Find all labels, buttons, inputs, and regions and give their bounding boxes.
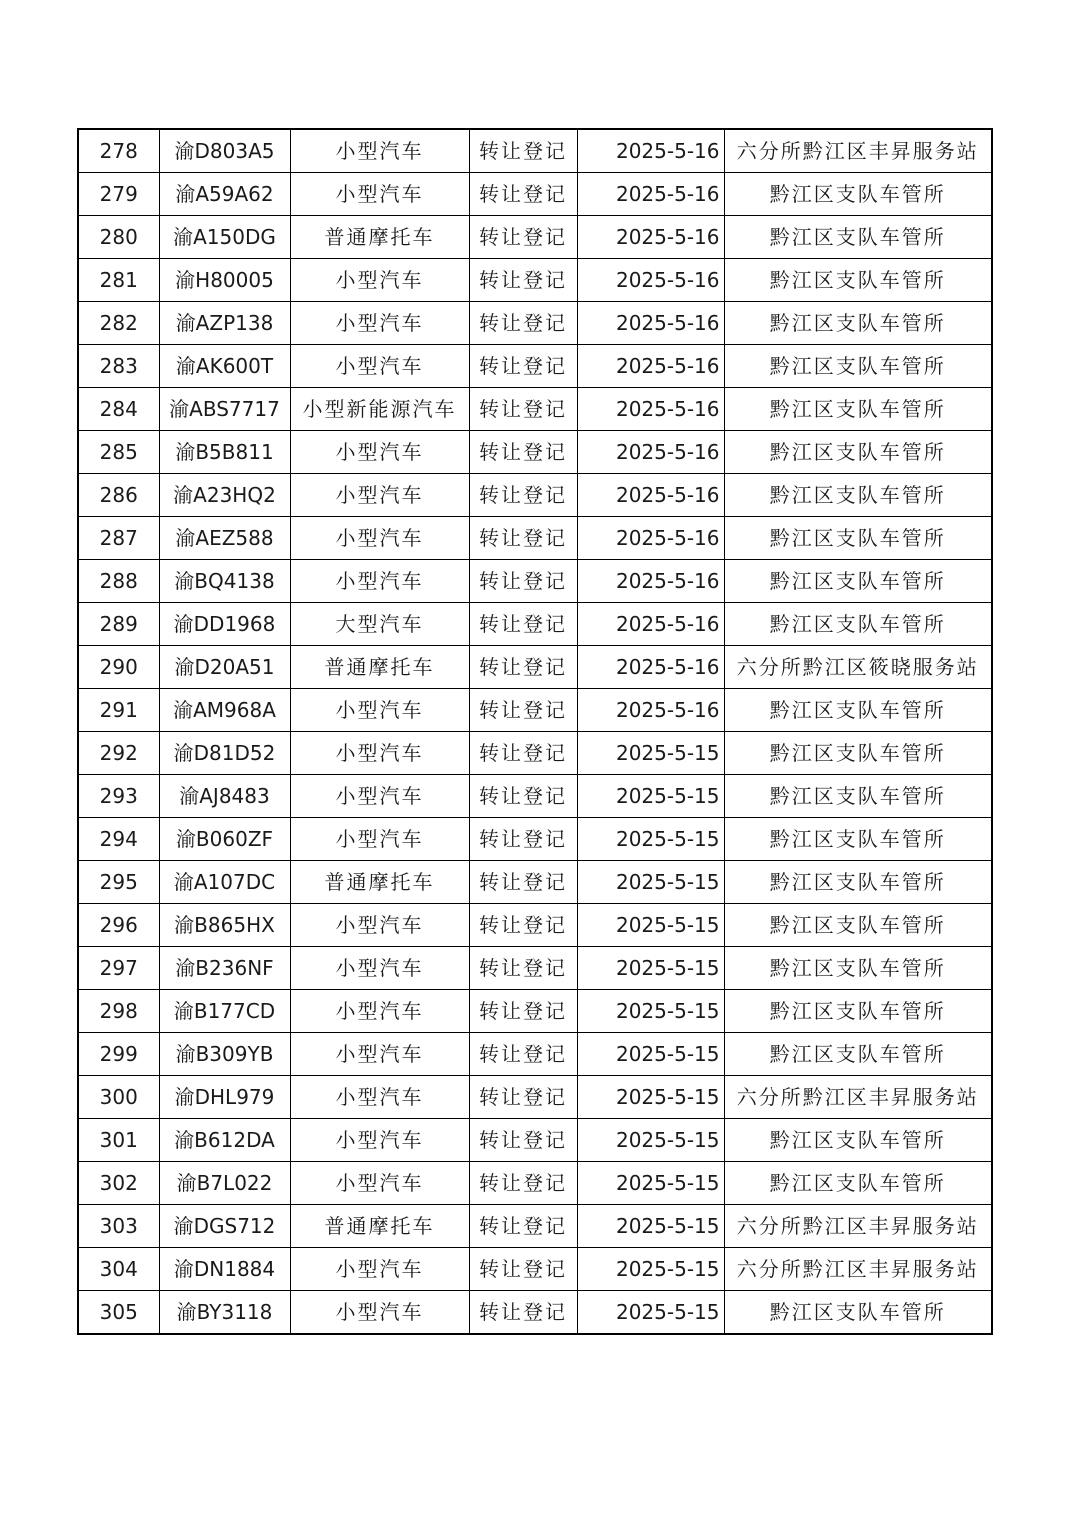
cell-plate-number: 渝AM968A bbox=[159, 689, 290, 732]
table-row bbox=[78, 216, 992, 259]
cell-plate-number: 渝B5B811 bbox=[159, 431, 290, 474]
cell-vehicle-type: 小型汽车 bbox=[290, 732, 469, 775]
cell-plate-number: 渝A23HQ2 bbox=[159, 474, 290, 517]
cell-plate-number: 渝DN1884 bbox=[159, 1248, 290, 1291]
cell-date: 2025-5-16 bbox=[577, 173, 724, 216]
cell-office: 六分所黔江区丰昇服务站 bbox=[724, 1248, 992, 1291]
cell-vehicle-type: 小型汽车 bbox=[290, 1162, 469, 1205]
table-row bbox=[78, 431, 992, 474]
cell-office: 黔江区支队车管所 bbox=[724, 1162, 992, 1205]
table-row bbox=[78, 129, 992, 173]
cell-business-type: 转让登记 bbox=[469, 603, 577, 646]
table-row bbox=[78, 345, 992, 388]
cell-vehicle-type: 小型汽车 bbox=[290, 474, 469, 517]
cell-vehicle-type: 大型汽车 bbox=[290, 603, 469, 646]
table-row bbox=[78, 990, 992, 1033]
cell-vehicle-type: 小型汽车 bbox=[290, 947, 469, 990]
table-row bbox=[78, 947, 992, 990]
table-row bbox=[78, 818, 992, 861]
cell-plate-number: 渝DHL979 bbox=[159, 1076, 290, 1119]
cell-office: 黔江区支队车管所 bbox=[724, 775, 992, 818]
cell-plate-number: 渝A59A62 bbox=[159, 173, 290, 216]
registration-table bbox=[77, 128, 993, 1335]
cell-vehicle-type: 小型汽车 bbox=[290, 818, 469, 861]
cell-office: 六分所黔江区筱晓服务站 bbox=[724, 646, 992, 689]
cell-vehicle-type: 小型汽车 bbox=[290, 904, 469, 947]
cell-plate-number: 渝AK600T bbox=[159, 345, 290, 388]
cell-serial-number: 284 bbox=[78, 388, 159, 431]
cell-business-type: 转让登记 bbox=[469, 861, 577, 904]
cell-date: 2025-5-16 bbox=[577, 646, 724, 689]
cell-serial-number: 292 bbox=[78, 732, 159, 775]
table-row bbox=[78, 388, 992, 431]
cell-business-type: 转让登记 bbox=[469, 216, 577, 259]
cell-business-type: 转让登记 bbox=[469, 1248, 577, 1291]
cell-plate-number: 渝A107DC bbox=[159, 861, 290, 904]
cell-office: 黔江区支队车管所 bbox=[724, 732, 992, 775]
cell-business-type: 转让登记 bbox=[469, 732, 577, 775]
cell-office: 黔江区支队车管所 bbox=[724, 689, 992, 732]
cell-date: 2025-5-16 bbox=[577, 689, 724, 732]
cell-plate-number: 渝B612DA bbox=[159, 1119, 290, 1162]
cell-vehicle-type: 小型汽车 bbox=[290, 259, 469, 302]
cell-office: 黔江区支队车管所 bbox=[724, 517, 992, 560]
cell-serial-number: 293 bbox=[78, 775, 159, 818]
cell-serial-number: 285 bbox=[78, 431, 159, 474]
cell-office: 黔江区支队车管所 bbox=[724, 861, 992, 904]
cell-office: 六分所黔江区丰昇服务站 bbox=[724, 129, 992, 173]
cell-serial-number: 291 bbox=[78, 689, 159, 732]
cell-vehicle-type: 小型新能源汽车 bbox=[290, 388, 469, 431]
cell-vehicle-type: 小型汽车 bbox=[290, 1291, 469, 1335]
cell-office: 黔江区支队车管所 bbox=[724, 474, 992, 517]
cell-vehicle-type: 普通摩托车 bbox=[290, 216, 469, 259]
cell-business-type: 转让登记 bbox=[469, 173, 577, 216]
cell-office: 黔江区支队车管所 bbox=[724, 818, 992, 861]
cell-plate-number: 渝DGS712 bbox=[159, 1205, 290, 1248]
cell-business-type: 转让登记 bbox=[469, 904, 577, 947]
cell-date: 2025-5-16 bbox=[577, 302, 724, 345]
cell-date: 2025-5-16 bbox=[577, 474, 724, 517]
cell-business-type: 转让登记 bbox=[469, 1076, 577, 1119]
cell-plate-number: 渝AZP138 bbox=[159, 302, 290, 345]
cell-vehicle-type: 小型汽车 bbox=[290, 517, 469, 560]
cell-business-type: 转让登记 bbox=[469, 517, 577, 560]
cell-plate-number: 渝B236NF bbox=[159, 947, 290, 990]
cell-date: 2025-5-16 bbox=[577, 345, 724, 388]
cell-date: 2025-5-16 bbox=[577, 259, 724, 302]
cell-serial-number: 295 bbox=[78, 861, 159, 904]
cell-office: 六分所黔江区丰昇服务站 bbox=[724, 1205, 992, 1248]
cell-vehicle-type: 普通摩托车 bbox=[290, 861, 469, 904]
cell-office: 黔江区支队车管所 bbox=[724, 603, 992, 646]
cell-business-type: 转让登记 bbox=[469, 1291, 577, 1335]
cell-serial-number: 301 bbox=[78, 1119, 159, 1162]
cell-business-type: 转让登记 bbox=[469, 646, 577, 689]
cell-vehicle-type: 小型汽车 bbox=[290, 990, 469, 1033]
cell-date: 2025-5-15 bbox=[577, 1248, 724, 1291]
cell-business-type: 转让登记 bbox=[469, 560, 577, 603]
cell-serial-number: 296 bbox=[78, 904, 159, 947]
cell-serial-number: 283 bbox=[78, 345, 159, 388]
cell-office: 黔江区支队车管所 bbox=[724, 904, 992, 947]
cell-serial-number: 278 bbox=[78, 129, 159, 173]
cell-serial-number: 280 bbox=[78, 216, 159, 259]
cell-plate-number: 渝ABS7717 bbox=[159, 388, 290, 431]
cell-office: 黔江区支队车管所 bbox=[724, 259, 992, 302]
table-row bbox=[78, 517, 992, 560]
table-row bbox=[78, 302, 992, 345]
cell-serial-number: 287 bbox=[78, 517, 159, 560]
cell-plate-number: 渝DD1968 bbox=[159, 603, 290, 646]
cell-date: 2025-5-15 bbox=[577, 1205, 724, 1248]
cell-serial-number: 290 bbox=[78, 646, 159, 689]
cell-serial-number: 286 bbox=[78, 474, 159, 517]
cell-office: 黔江区支队车管所 bbox=[724, 431, 992, 474]
cell-office: 黔江区支队车管所 bbox=[724, 388, 992, 431]
table-row bbox=[78, 1248, 992, 1291]
cell-serial-number: 289 bbox=[78, 603, 159, 646]
cell-office: 黔江区支队车管所 bbox=[724, 990, 992, 1033]
cell-plate-number: 渝A150DG bbox=[159, 216, 290, 259]
table-row bbox=[78, 646, 992, 689]
table-row bbox=[78, 1291, 992, 1335]
cell-business-type: 转让登记 bbox=[469, 259, 577, 302]
table-row bbox=[78, 732, 992, 775]
cell-serial-number: 300 bbox=[78, 1076, 159, 1119]
table-row bbox=[78, 1076, 992, 1119]
cell-date: 2025-5-16 bbox=[577, 129, 724, 173]
table-row bbox=[78, 259, 992, 302]
cell-date: 2025-5-15 bbox=[577, 904, 724, 947]
cell-office: 黔江区支队车管所 bbox=[724, 947, 992, 990]
cell-office: 六分所黔江区丰昇服务站 bbox=[724, 1076, 992, 1119]
cell-business-type: 转让登记 bbox=[469, 302, 577, 345]
cell-plate-number: 渝B309YB bbox=[159, 1033, 290, 1076]
cell-serial-number: 299 bbox=[78, 1033, 159, 1076]
cell-serial-number: 279 bbox=[78, 173, 159, 216]
cell-date: 2025-5-16 bbox=[577, 517, 724, 560]
cell-date: 2025-5-15 bbox=[577, 947, 724, 990]
cell-business-type: 转让登记 bbox=[469, 775, 577, 818]
table-row bbox=[78, 603, 992, 646]
cell-date: 2025-5-16 bbox=[577, 216, 724, 259]
table-row bbox=[78, 1162, 992, 1205]
cell-vehicle-type: 小型汽车 bbox=[290, 1248, 469, 1291]
cell-serial-number: 282 bbox=[78, 302, 159, 345]
cell-business-type: 转让登记 bbox=[469, 1119, 577, 1162]
cell-date: 2025-5-15 bbox=[577, 1162, 724, 1205]
cell-date: 2025-5-15 bbox=[577, 1033, 724, 1076]
cell-plate-number: 渝AEZ588 bbox=[159, 517, 290, 560]
cell-date: 2025-5-15 bbox=[577, 775, 724, 818]
table-row bbox=[78, 1119, 992, 1162]
cell-plate-number: 渝B865HX bbox=[159, 904, 290, 947]
cell-serial-number: 297 bbox=[78, 947, 159, 990]
cell-serial-number: 288 bbox=[78, 560, 159, 603]
cell-date: 2025-5-15 bbox=[577, 818, 724, 861]
cell-vehicle-type: 小型汽车 bbox=[290, 560, 469, 603]
cell-vehicle-type: 小型汽车 bbox=[290, 173, 469, 216]
cell-date: 2025-5-15 bbox=[577, 1076, 724, 1119]
cell-office: 黔江区支队车管所 bbox=[724, 560, 992, 603]
table-row bbox=[78, 173, 992, 216]
cell-vehicle-type: 小型汽车 bbox=[290, 1033, 469, 1076]
cell-office: 黔江区支队车管所 bbox=[724, 1119, 992, 1162]
cell-vehicle-type: 小型汽车 bbox=[290, 129, 469, 173]
cell-plate-number: 渝D81D52 bbox=[159, 732, 290, 775]
cell-plate-number: 渝D803A5 bbox=[159, 129, 290, 173]
cell-vehicle-type: 普通摩托车 bbox=[290, 646, 469, 689]
cell-vehicle-type: 小型汽车 bbox=[290, 1119, 469, 1162]
cell-vehicle-type: 小型汽车 bbox=[290, 689, 469, 732]
cell-serial-number: 298 bbox=[78, 990, 159, 1033]
cell-date: 2025-5-15 bbox=[577, 1291, 724, 1335]
cell-vehicle-type: 小型汽车 bbox=[290, 1076, 469, 1119]
table-row bbox=[78, 560, 992, 603]
cell-date: 2025-5-16 bbox=[577, 560, 724, 603]
cell-plate-number: 渝BY3118 bbox=[159, 1291, 290, 1335]
cell-business-type: 转让登记 bbox=[469, 431, 577, 474]
cell-vehicle-type: 普通摩托车 bbox=[290, 1205, 469, 1248]
cell-plate-number: 渝BQ4138 bbox=[159, 560, 290, 603]
cell-date: 2025-5-15 bbox=[577, 990, 724, 1033]
cell-business-type: 转让登记 bbox=[469, 818, 577, 861]
cell-date: 2025-5-16 bbox=[577, 388, 724, 431]
cell-business-type: 转让登记 bbox=[469, 990, 577, 1033]
cell-office: 黔江区支队车管所 bbox=[724, 1291, 992, 1335]
cell-plate-number: 渝B060ZF bbox=[159, 818, 290, 861]
cell-serial-number: 303 bbox=[78, 1205, 159, 1248]
cell-vehicle-type: 小型汽车 bbox=[290, 775, 469, 818]
cell-plate-number: 渝B177CD bbox=[159, 990, 290, 1033]
table-row bbox=[78, 904, 992, 947]
cell-business-type: 转让登记 bbox=[469, 1162, 577, 1205]
cell-plate-number: 渝AJ8483 bbox=[159, 775, 290, 818]
cell-serial-number: 281 bbox=[78, 259, 159, 302]
cell-plate-number: 渝B7L022 bbox=[159, 1162, 290, 1205]
cell-date: 2025-5-15 bbox=[577, 1119, 724, 1162]
cell-office: 黔江区支队车管所 bbox=[724, 302, 992, 345]
cell-date: 2025-5-16 bbox=[577, 431, 724, 474]
cell-date: 2025-5-16 bbox=[577, 603, 724, 646]
table-row bbox=[78, 775, 992, 818]
table-row bbox=[78, 1033, 992, 1076]
cell-business-type: 转让登记 bbox=[469, 345, 577, 388]
cell-business-type: 转让登记 bbox=[469, 129, 577, 173]
cell-serial-number: 305 bbox=[78, 1291, 159, 1335]
cell-vehicle-type: 小型汽车 bbox=[290, 345, 469, 388]
cell-serial-number: 302 bbox=[78, 1162, 159, 1205]
registration-table-body bbox=[78, 129, 992, 1334]
cell-business-type: 转让登记 bbox=[469, 947, 577, 990]
table-row bbox=[78, 689, 992, 732]
cell-date: 2025-5-15 bbox=[577, 861, 724, 904]
cell-business-type: 转让登记 bbox=[469, 1205, 577, 1248]
cell-business-type: 转让登记 bbox=[469, 1033, 577, 1076]
cell-vehicle-type: 小型汽车 bbox=[290, 302, 469, 345]
table-row bbox=[78, 474, 992, 517]
cell-office: 黔江区支队车管所 bbox=[724, 173, 992, 216]
table-row bbox=[78, 1205, 992, 1248]
cell-plate-number: 渝H80005 bbox=[159, 259, 290, 302]
cell-plate-number: 渝D20A51 bbox=[159, 646, 290, 689]
cell-date: 2025-5-15 bbox=[577, 732, 724, 775]
cell-office: 黔江区支队车管所 bbox=[724, 345, 992, 388]
cell-business-type: 转让登记 bbox=[469, 474, 577, 517]
cell-office: 黔江区支队车管所 bbox=[724, 1033, 992, 1076]
cell-serial-number: 294 bbox=[78, 818, 159, 861]
table-row bbox=[78, 861, 992, 904]
cell-business-type: 转让登记 bbox=[469, 388, 577, 431]
cell-serial-number: 304 bbox=[78, 1248, 159, 1291]
cell-business-type: 转让登记 bbox=[469, 689, 577, 732]
cell-office: 黔江区支队车管所 bbox=[724, 216, 992, 259]
cell-vehicle-type: 小型汽车 bbox=[290, 431, 469, 474]
